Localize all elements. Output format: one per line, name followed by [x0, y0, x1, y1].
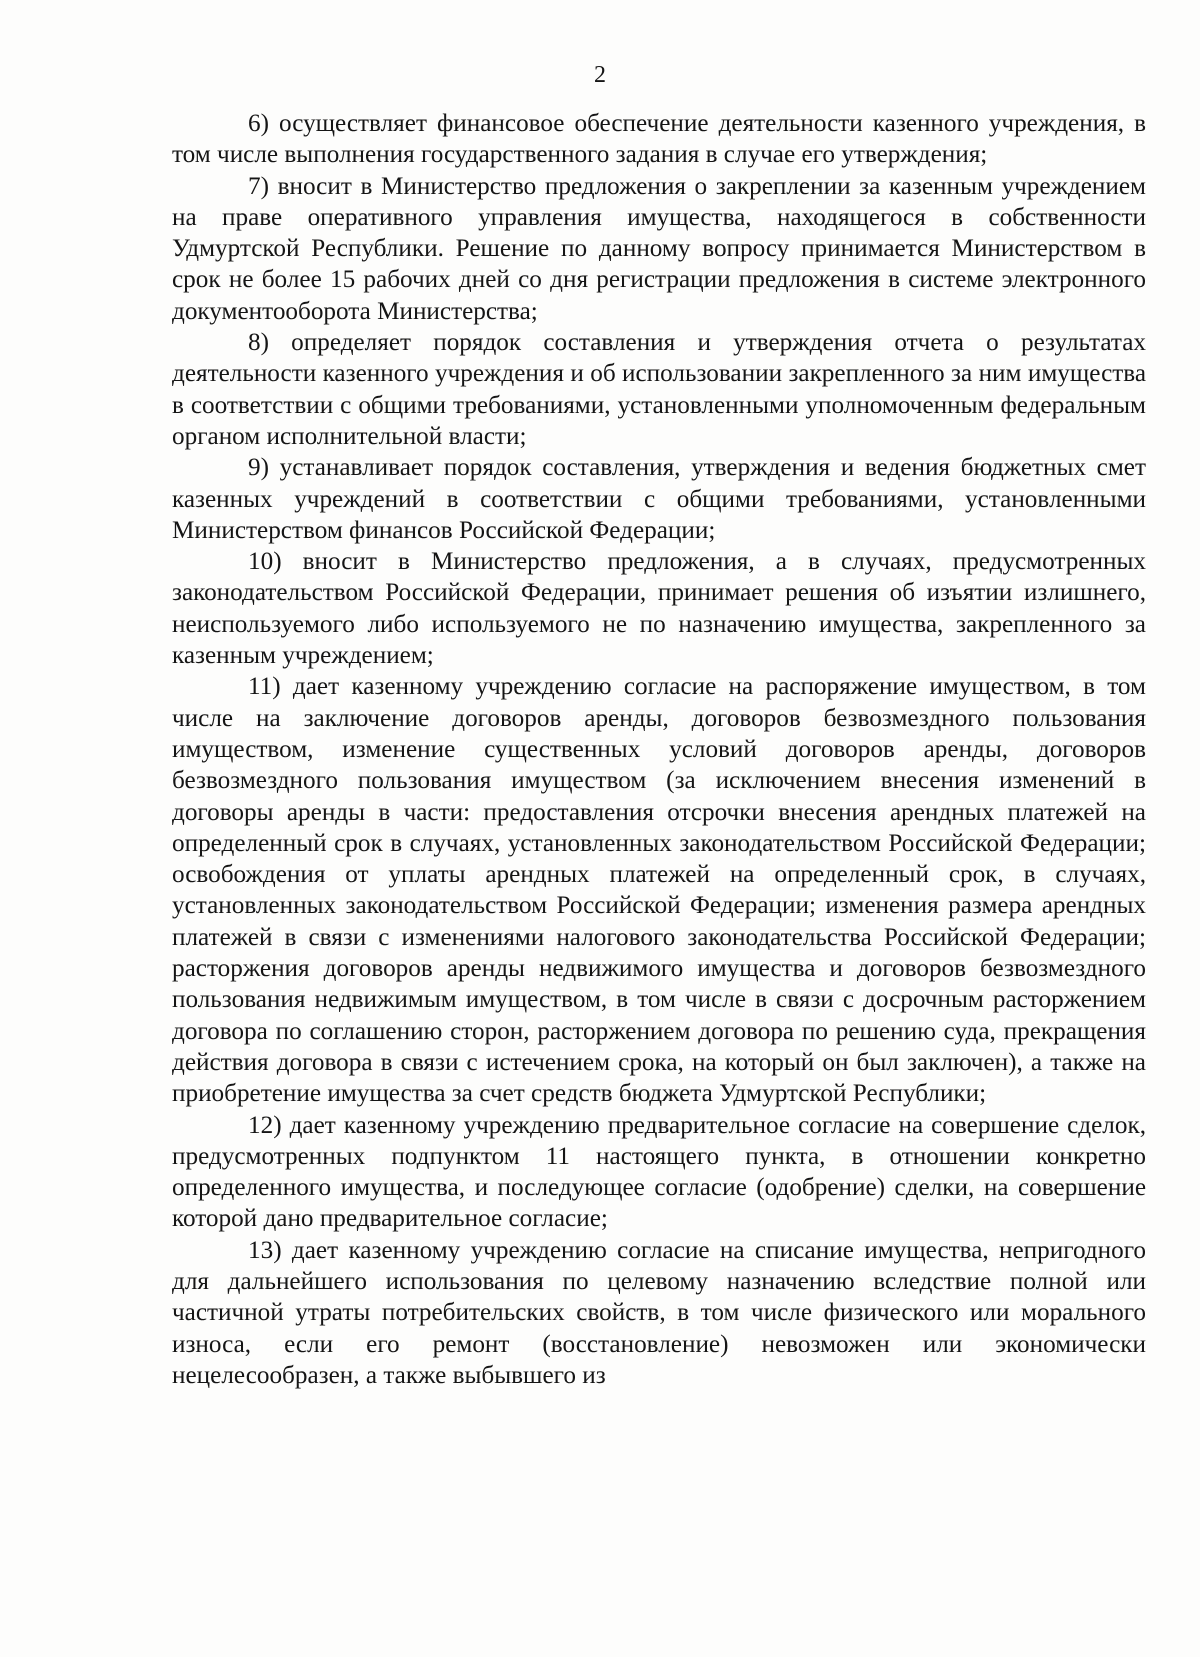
page-number: 2 [594, 62, 606, 88]
paragraph-item-7: 7) вносит в Министерство предложения о закреплении за казенным учреждением на праве оперативного управления имущества, находящегося в собственности Удмуртской Республики. Решение по данному вопросу принимается Министерством в срок не более 15 рабочих дней со дня регистрации предложения в системе электронного документооборота Министерства; [172, 172, 1146, 325]
paragraph-item-6: 6) осуществляет финансовое обеспечение деятельности казенного учреждения, в том числе выполнения государственного задания в случае его утверждения; [172, 110, 1146, 169]
paragraph-item-12: 12) дает казенному учреждению предварительное согласие на совершение сделок, предусмотренных подпунктом 11 настоящего пункта, в отношении конкретно определенного имущества, и последующее согласие (одобрение) сделки, на совершение которой дано предварительное согласие; [172, 1111, 1146, 1233]
paragraph-item-10: 10) вносит в Министерство предложения, а в случаях, предусмотренных законодательством Российской Федерации, принимает решения об изъятии излишнего, неиспользуемого либо используемого не по назначению имущества, закрепленного за казенным учреждением; [172, 548, 1146, 670]
paragraph-item-8: 8) определяет порядок составления и утверждения отчета о результатах деятельности казенного учреждения и об использовании закрепленного за ним имущества в соответствии с общими требованиями, установленными уполномоченным федеральным органом исполнительной власти; [172, 329, 1146, 450]
paragraph-item-11: 11) дает казенному учреждению согласие на распоряжение имуществом, в том числе на заключение договоров аренды, договоров безвозмездного пользования имуществом, изменение существенных условий договоров аренды, договоров безвозмездного пользования имуществом (за исключением внесения изменений в договоры аренды в части: предоставления отсрочки внесения арендных платежей на определенный срок в случаях, установленных законодательством Российской Федерации; освобождения от уплаты арендных платежей на определенный срок, в случаях, установленных законодательством Российской Федерации; изменения размера арендных платежей в связи с изменениями налогового законодательства Российской Федерации; расторжения договоров аренды недвижимого имущества и договоров безвозмездного пользования недвижимым имуществом, в том числе в связи с досрочным расторжением договора по соглашению сторон, расторжением договора по решению суда, прекращения действия договора в связи с истечением срока, на который он был заключен), а также на приобретение имущества за счет средств бюджета Удмуртской Республики; [172, 673, 1146, 1108]
paragraph-item-9: 9) устанавливает порядок составления, утверждения и ведения бюджетных смет казенных учреждений в соответствии с общими требованиями, установленными Министерством финансов Российской Федерации; [172, 454, 1146, 544]
document-body [172, 108, 1146, 1391]
paragraph-item-13: 13) дает казенному учреждению согласие на списание имущества, непригодного для дальнейшего использования по целевому назначению вследствие полной или частичной утраты потребительских свойств, в том числе физического или морального износа, если его ремонт (восстановление) невозможен или экономически нецелесообразен, а также выбывшего из [172, 1236, 1146, 1389]
